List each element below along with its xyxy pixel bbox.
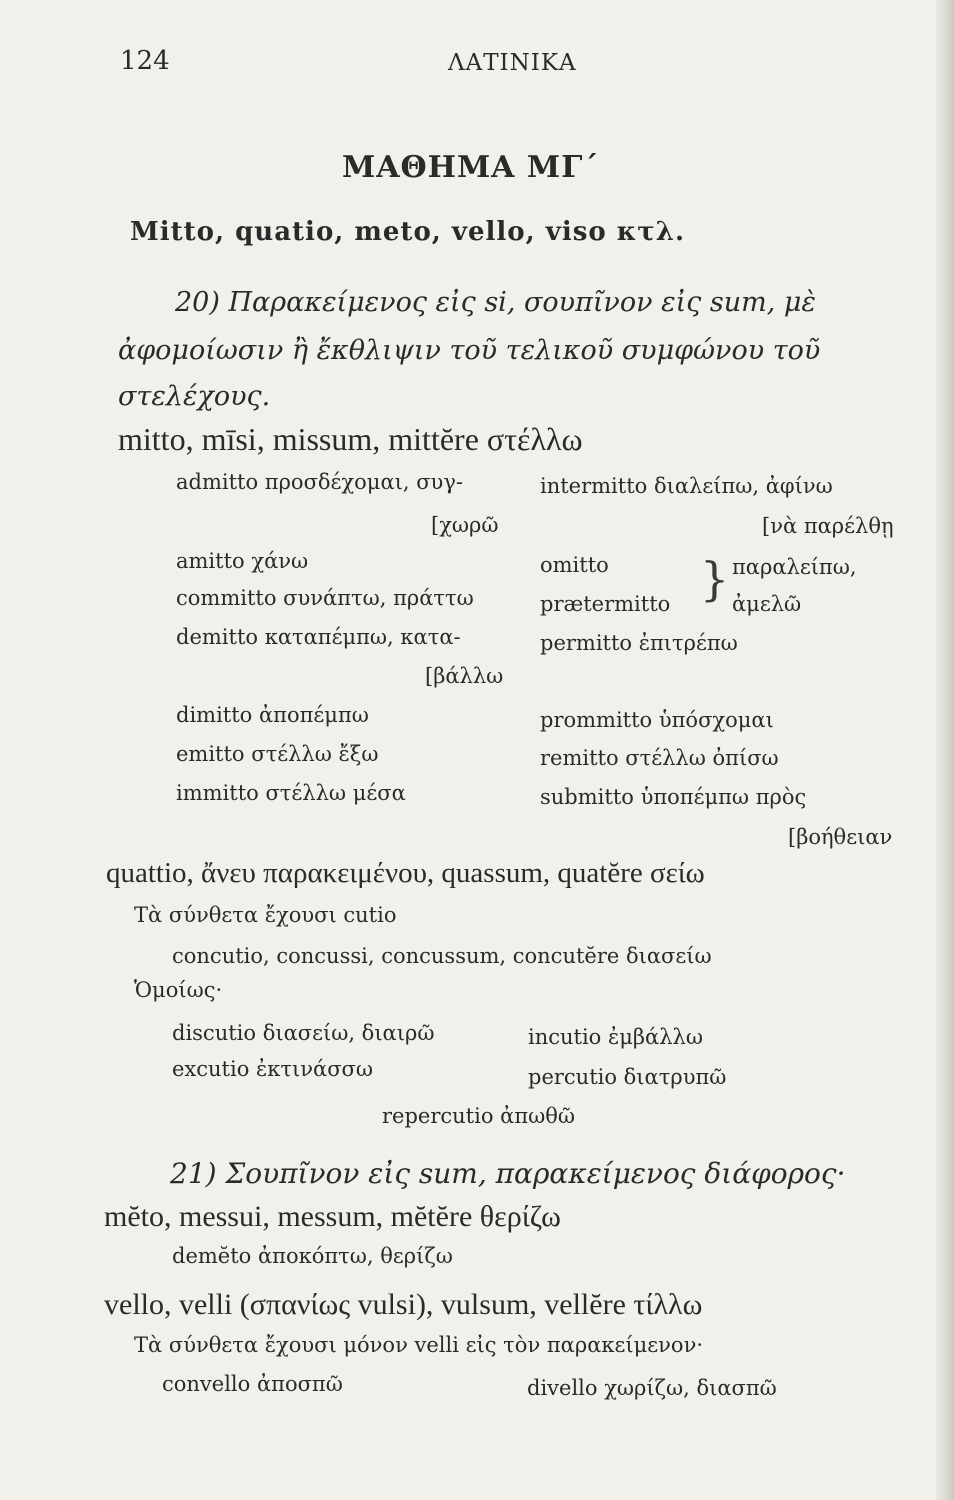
left-entry-demitto-cont: [βάλλω [425, 664, 504, 688]
right-entry-omitto: omitto [540, 553, 609, 577]
right-entry-intermitto-cont: [νὰ παρέλθῃ [762, 514, 894, 538]
entry-incutio: incutio ἐμβάλλω [528, 1025, 703, 1049]
left-entry-admitto: admitto προσδέχομαι, συγ- [176, 470, 463, 494]
quatio-compounds-note: Τὰ σύνθετα ἔχουσι cutio [134, 903, 397, 927]
entry-percutio: percutio διατρυπῶ [528, 1065, 727, 1089]
right-entry-permitto: permitto ἐπιτρέπω [540, 631, 738, 655]
meto-principal-parts: mĕto, messui, messum, mĕtĕre θερίζω [104, 1200, 561, 1233]
right-entry-submitto-cont: [βοήθειαν [788, 825, 893, 849]
left-entry-immitto: immitto στέλλω μέσα [176, 781, 406, 805]
running-title: ΛΑΤΙΝΙΚΑ [448, 50, 577, 76]
lesson-subtitle: Mitto, quatio, meto, vello, viso κτλ. [130, 217, 686, 247]
left-entry-demitto: demitto καταπέμπω, κατα- [176, 625, 461, 649]
lesson-title: ΜΑΘΗΜΑ ΜΓ΄ [342, 150, 600, 185]
right-entry-prommitto: prommitto ὑπόσχομαι [540, 708, 774, 732]
brace-symbol: } [700, 552, 730, 606]
entry-demeto: demĕto ἀποκόπτω, θερίζω [172, 1244, 453, 1268]
mitto-principal-parts: mitto, mīsi, missum, mittĕre στέλλω [118, 421, 583, 457]
vello-principal-parts: vello, velli (σπανίως vulsi), vulsum, vellĕre τίλλω [104, 1288, 703, 1321]
entry-repercutio: repercutio ἀπωθῶ [382, 1104, 576, 1128]
right-entry-submitto: submitto ὑποπέμπω πρὸς [540, 785, 807, 809]
quatio-principal-parts: quattio, ἄνευ παρακειμένου, quassum, quatĕre σείω [106, 857, 705, 889]
right-entry-praetermitto-gloss: ἀμελῶ [732, 592, 802, 616]
left-entry-committo: committo συνάπτω, πράττω [176, 586, 474, 610]
concutio-principal-parts: concutio, concussi, concussum, concutĕre διασείω [172, 944, 712, 968]
vello-compounds-note: Τὰ σύνθετα ἔχουσι μόνον velli εἰς τὸν παρακείμενον· [134, 1333, 704, 1357]
right-entry-remitto: remitto στέλλω ὀπίσω [540, 746, 779, 770]
entry-convello: convello ἀποσπῶ [162, 1372, 343, 1396]
left-entry-amitto: amitto χάνω [176, 549, 309, 573]
entry-discutio: discutio διασείω, διαιρῶ [172, 1021, 435, 1045]
page-edge-shadow [936, 0, 954, 1500]
right-entry-intermitto: intermitto διαλείπω, ἀφίνω [540, 474, 833, 498]
page-number: 124 [120, 46, 170, 76]
rule-20-line-1: 20) Παρακείμενος εἰς si, σουπῖνον εἰς sum, μὲ [175, 287, 816, 318]
left-entry-dimitto: dimitto ἀποπέμπω [176, 703, 369, 727]
rule-21: 21) Σουπῖνον εἰς sum, παρακείμενος διάφορος· [170, 1157, 846, 1190]
right-entry-praetermitto: prætermitto [540, 592, 671, 616]
right-entry-omitto-gloss: παραλείπω, [732, 555, 857, 579]
entry-excutio: excutio ἐκτινάσσω [172, 1057, 374, 1081]
left-entry-admitto-cont: [χωρῶ [431, 513, 499, 537]
rule-20-line-2: ἀφομοίωσιν ἢ ἔκθλιψιν τοῦ τελικοῦ συμφώνου τοῦ [118, 335, 821, 366]
entry-divello: divello χωρίζω, διασπῶ [527, 1376, 777, 1400]
similarly-label: Ὁμοίως· [134, 978, 223, 1002]
left-entry-emitto: emitto στέλλω ἔξω [176, 742, 379, 766]
rule-20-line-3: στελέχους. [118, 381, 271, 412]
